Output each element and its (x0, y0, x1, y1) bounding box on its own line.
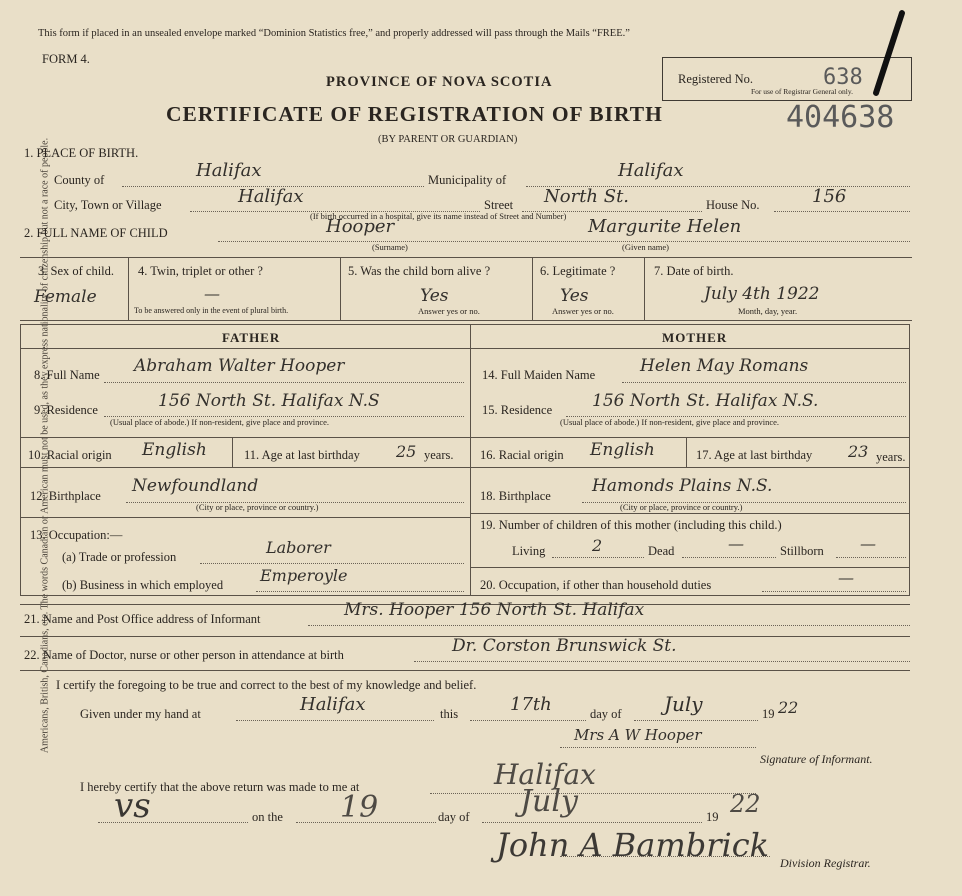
informant-signature-caption: Signature of Informant. (760, 752, 873, 766)
registrar-day-value: 19 (340, 790, 379, 825)
father-residence-label: 9. Residence (34, 403, 98, 417)
house-value: 156 (812, 186, 847, 207)
father-heading: FATHER (222, 330, 281, 345)
form-number: FORM 4. (42, 52, 90, 66)
registrar-signature-caption: Division Registrar. (780, 856, 871, 870)
father-birthplace-value: Newfoundland (132, 476, 259, 496)
alive-label: 5. Was the child born alive ? (348, 264, 491, 278)
alive-note: Answer yes or no. (418, 306, 480, 316)
side-notice: Americans, British, Canadians, etc. The words Canadian or American must not be used, as they express nationality of citizenship but not a race of people. (39, 137, 51, 754)
registrar-signature: John A Bambrick (496, 826, 770, 864)
this-day-value: 17th (510, 694, 552, 715)
house-label: House No. (706, 198, 760, 212)
doctor-label: 22. Name of Doctor, nurse or other person in attendance at birth (24, 648, 344, 662)
county-label: County of (54, 173, 105, 187)
mother-age-label: 17. Age at last birthday (696, 448, 813, 462)
hereby-statement: I hereby certify that the above return was made to me at (80, 780, 360, 794)
registrar-month-value: July (520, 784, 578, 819)
sex-value: Female (34, 287, 97, 307)
father-birthplace-label: 12. Birthplace (30, 489, 101, 503)
living-label: Living (512, 544, 546, 558)
hospital-note: (If birth occurred in a hospital, give its name instead of Street and Number) (310, 211, 567, 221)
father-age-value: 25 (396, 442, 417, 461)
city-label: City, Town or Village (54, 198, 162, 212)
mother-birthplace-value: Hamonds Plains N.S. (592, 476, 773, 496)
child-given-name: Margurite Helen (588, 216, 742, 237)
father-age-label: 11. Age at last birthday (244, 448, 360, 462)
registrar-day-of-label: day of (438, 810, 470, 824)
mother-birthplace-note: (City or place, province or country.) (620, 502, 743, 512)
year-prefix: 19 (762, 707, 775, 721)
county-value: Halifax (196, 160, 262, 181)
father-racial-value: English (142, 440, 207, 460)
stillborn-value: — (860, 534, 876, 553)
mother-residence-label: 15. Residence (482, 403, 553, 417)
municipality-label: Municipality of (428, 173, 507, 187)
father-trade-value: Laborer (266, 538, 331, 557)
place-of-birth-label: 1. PLACE OF BIRTH. (24, 146, 139, 160)
mother-name-label: 14. Full Maiden Name (482, 368, 596, 382)
registered-label: Registered No. (678, 72, 753, 86)
on-the-label: on the (252, 810, 283, 824)
doctor-value: Dr. Corston Brunswick St. (452, 636, 677, 656)
mother-occupation-label: 20. Occupation, if other than household duties (480, 578, 712, 592)
twin-label: 4. Twin, triplet or other ? (138, 264, 263, 278)
mother-racial-label: 16. Racial origin (480, 448, 564, 462)
informant-label: 21. Name and Post Office address of Informant (24, 612, 261, 626)
child-surname: Hooper (326, 216, 395, 237)
mother-years: years. (876, 450, 906, 464)
municipality-value: Halifax (618, 160, 684, 181)
twin-value: — (204, 284, 220, 303)
registered-value: 638 (823, 65, 863, 90)
month-value: July (664, 692, 703, 716)
twin-note: To be answered only in the event of plural birth. (134, 306, 289, 315)
given-caption: (Given name) (622, 242, 669, 252)
street-value: North St. (544, 186, 630, 207)
father-residence-note: (Usual place of abode.) If non-resident, give place and province. (110, 417, 330, 427)
registrar-mark: vs (114, 786, 151, 826)
father-business-label: (b) Business in which employed (62, 578, 224, 592)
date-note: Month, day, year. (738, 306, 798, 316)
father-occupation-label: 13. Occupation:— (30, 528, 123, 542)
mother-residence-value: 156 North St. Halifax N.S. (592, 391, 819, 411)
province-heading: PROVINCE OF NOVA SCOTIA (326, 74, 553, 90)
given-under-label: Given under my hand at (80, 707, 201, 721)
mother-children-label: 19. Number of children of this mother (including this child.) (480, 518, 782, 532)
given-place-value: Halifax (300, 694, 366, 715)
father-years: years. (424, 448, 454, 462)
date-value: July 4th 1922 (704, 284, 820, 304)
mother-birthplace-label: 18. Birthplace (480, 489, 551, 503)
certify-statement: I certify the foregoing to be true and correct to the best of my knowledge and belief. (56, 678, 477, 692)
mail-notice: This form if placed in an unsealed envelope marked “Dominion Statistics free,” and properly addressed will pass through the Mails “FREE.” (38, 28, 630, 39)
father-racial-label: 10. Racial origin (28, 448, 112, 462)
father-residence-value: 156 North St. Halifax N.S (158, 391, 380, 411)
living-value: 2 (592, 536, 603, 555)
this-label: this (440, 707, 459, 721)
alive-value: Yes (420, 286, 449, 306)
registrar-year-prefix: 19 (706, 810, 719, 824)
father-birthplace-note: (City or place, province or country.) (196, 502, 319, 512)
informant-signature: Mrs A W Hooper (574, 726, 702, 744)
mother-racial-value: English (590, 440, 655, 460)
legit-value: Yes (560, 286, 589, 306)
sex-label: 3. Sex of child. (38, 264, 115, 278)
legit-note: Answer yes or no. (552, 306, 614, 316)
child-name-label: 2. FULL NAME OF CHILD (24, 226, 168, 240)
father-business-value: Emperoyle (260, 566, 348, 585)
dead-label: Dead (648, 544, 675, 558)
day-of-label: day of (590, 707, 622, 721)
registrar-note: For use of Registrar General only. (751, 87, 853, 96)
stamped-number: 404638 (786, 100, 895, 135)
informant-value: Mrs. Hooper 156 North St. Halifax (344, 600, 645, 620)
father-trade-label: (a) Trade or profession (62, 550, 177, 564)
certificate-title: CERTIFICATE OF REGISTRATION OF BIRTH (166, 102, 663, 126)
city-value: Halifax (238, 186, 304, 207)
dead-value: — (728, 534, 744, 553)
registrar-year-value: 22 (730, 790, 761, 818)
registrar-place-value: Halifax (494, 758, 596, 791)
surname-caption: (Surname) (372, 242, 408, 252)
mother-occupation-value: — (838, 568, 854, 587)
street-label: Street (484, 198, 514, 212)
certificate-subtitle: (BY PARENT OR GUARDIAN) (378, 134, 518, 145)
father-name-label: 8. Full Name (34, 368, 100, 382)
legit-label: 6. Legitimate ? (540, 264, 616, 278)
year-value: 22 (778, 698, 799, 717)
stillborn-label: Stillborn (780, 544, 824, 558)
date-label: 7. Date of birth. (654, 264, 734, 278)
mother-age-value: 23 (848, 442, 869, 461)
mother-residence-note: (Usual place of abode.) If non-resident, give place and province. (560, 417, 780, 427)
father-name-value: Abraham Walter Hooper (134, 356, 345, 376)
mother-name-value: Helen May Romans (640, 356, 809, 376)
mother-heading: MOTHER (662, 330, 728, 345)
